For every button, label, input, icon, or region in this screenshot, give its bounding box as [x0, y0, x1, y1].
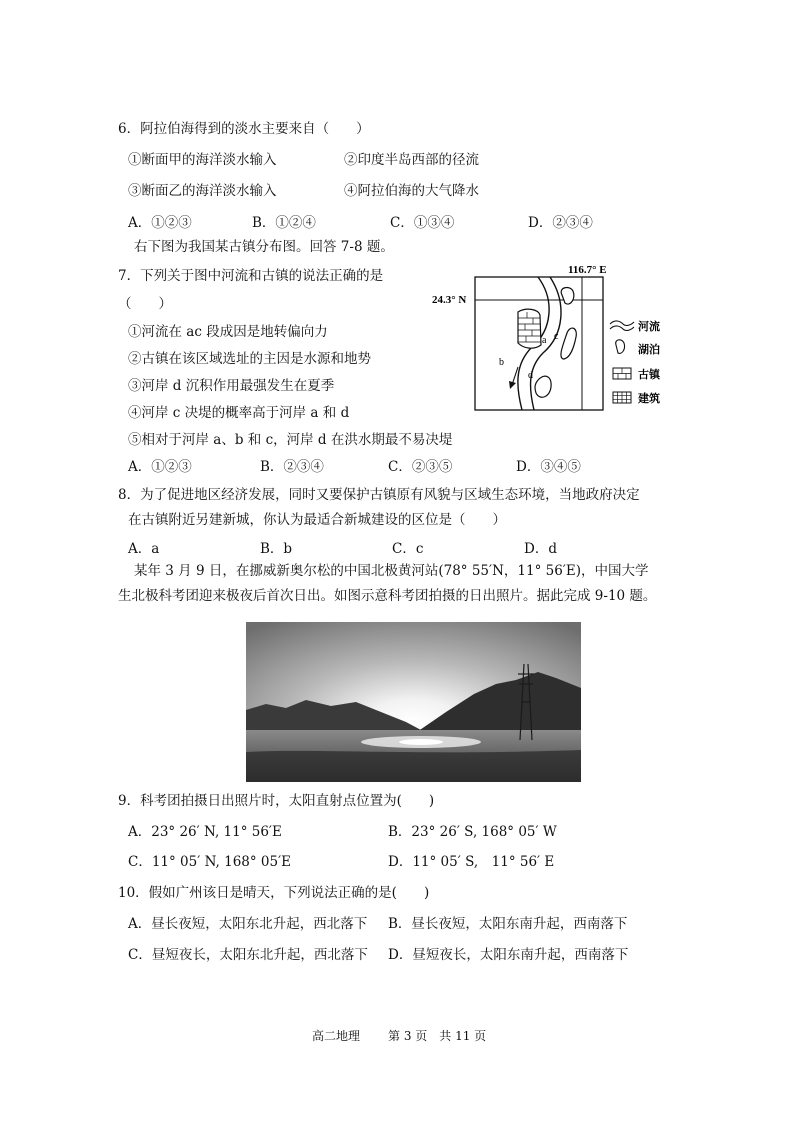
q7-item-3: ③河岸 d 沉积作用最强发生在夏季	[128, 378, 335, 394]
q7-choice-b: B．②③④	[260, 459, 324, 475]
q6-choice-a: A．①②③	[128, 215, 192, 231]
q8-stem-line2: 在古镇附近另建新城，你认为最适合新城建设的区位是（ ）	[128, 512, 506, 528]
q7-choice-d: D．③④⑤	[516, 459, 581, 475]
intro-9-10-line1: 某年 3 月 9 日，在挪威新奥尔松的中国北极黄河站(78° 55′N，11° 56′E)，中国大学	[134, 563, 649, 579]
q8-choice-b: B．b	[260, 541, 293, 557]
q6-stem: 6．阿拉伯海得到的淡水主要来自（ ）	[118, 121, 370, 137]
q10-stem: 10．假如广州该日是晴天，下列说法正确的是( )	[118, 885, 430, 901]
bank-label-b: b	[499, 357, 504, 368]
legend-building-label: 建筑	[638, 392, 660, 405]
map-legend	[610, 319, 661, 405]
legend-river-icon	[610, 321, 634, 326]
q7-choice-c: C．②③⑤	[388, 459, 453, 475]
q10-choice-b: B．昼长夜短，太阳东南升起，西南落下	[388, 916, 628, 932]
town-map-figure	[430, 255, 670, 425]
q6-option-3: ③断面乙的海洋淡水输入	[128, 183, 277, 199]
sunrise-photo-svg	[246, 622, 581, 782]
legend-building-icon	[613, 392, 631, 403]
q7-item-5: ⑤相对于河岸 a、b 和 c，河岸 d 在洪水期最不易决堤	[128, 432, 453, 448]
q8-choice-a: A．a	[128, 541, 160, 557]
bank-label-c: c	[554, 331, 559, 342]
lake-north	[561, 288, 574, 305]
footer-page-number: 第 3 页 共 11 页	[388, 1029, 487, 1043]
q6-choice-b: B．①②④	[252, 215, 316, 231]
footer-subject: 高二地理	[312, 1029, 361, 1043]
lake-east	[561, 328, 576, 359]
q10-choice-d: D．昼短夜长，太阳东南升起，西南落下	[388, 947, 629, 963]
ancient-town	[518, 309, 541, 348]
q7-choice-a: A．①②③	[128, 459, 192, 475]
q6-option-4: ④阿拉伯海的大气降水	[344, 183, 479, 199]
intro-9-10-line2: 生北极科考团迎来极夜后首次日出。如图示意科考团拍摄的日出照片。据此完成 9-10 题。	[118, 588, 657, 604]
q6-choice-d: D．②③④	[528, 215, 593, 231]
legend-lake-icon	[616, 340, 625, 354]
bank-label-a: a	[542, 335, 547, 346]
q9-choice-d: D．11° 05′ S, 11° 56′ E	[388, 854, 555, 870]
q7-paren: （ ）	[118, 296, 172, 312]
legend-lake-label: 湖泊	[638, 343, 660, 356]
q9-choice-a: A．23° 26′ N, 11° 56′E	[128, 824, 282, 840]
legend-town-label: 古镇	[638, 368, 660, 381]
q9-stem: 9．科考团拍摄日出照片时，太阳直射点位置为( )	[118, 793, 435, 809]
q7-item-4: ④河岸 c 决堤的概率高于河岸 a 和 d	[128, 405, 350, 421]
q10-choice-a: A．昼长夜短，太阳东北升起，西北落下	[128, 916, 368, 932]
town-map-svg	[430, 255, 670, 425]
intro-7-8: 右下图为我国某古镇分布图。回答 7-8 题。	[134, 239, 394, 255]
legend-river-label: 河流	[638, 320, 660, 333]
q10-choice-c: C．昼短夜长，太阳东北升起，西北落下	[128, 947, 368, 963]
flow-arrowhead	[509, 381, 516, 389]
q8-choice-d: D．d	[524, 541, 557, 557]
lake-south	[535, 376, 551, 397]
sunrise-photo	[246, 622, 581, 782]
q7-item-1: ①河流在 ac 段成因是地转偏向力	[128, 324, 328, 340]
legend-town-icon	[613, 368, 631, 379]
longitude-label: 116.7° E	[568, 264, 607, 276]
q8-choice-c: C．c	[392, 541, 424, 557]
latitude-label: 24.3° N	[432, 294, 467, 306]
q9-choice-c: C．11° 05′ N, 168° 05′E	[128, 854, 292, 870]
q6-option-1: ①断面甲的海洋淡水输入	[128, 152, 277, 168]
q9-choice-b: B．23° 26′ S, 168° 05′ W	[388, 824, 557, 840]
q6-option-2: ②印度半岛西部的径流	[344, 152, 479, 168]
q7-stem: 7．下列关于图中河流和古镇的说法正确的是	[118, 268, 384, 284]
q7-item-2: ②古镇在该区域选址的主因是水源和地势	[128, 351, 371, 367]
q8-stem-line1: 8．为了促进地区经济发展，同时又要保护古镇原有风貌与区域生态环境，当地政府决定	[118, 487, 640, 503]
bank-label-d: d	[528, 370, 533, 381]
q6-choice-c: C．①③④	[390, 215, 455, 231]
